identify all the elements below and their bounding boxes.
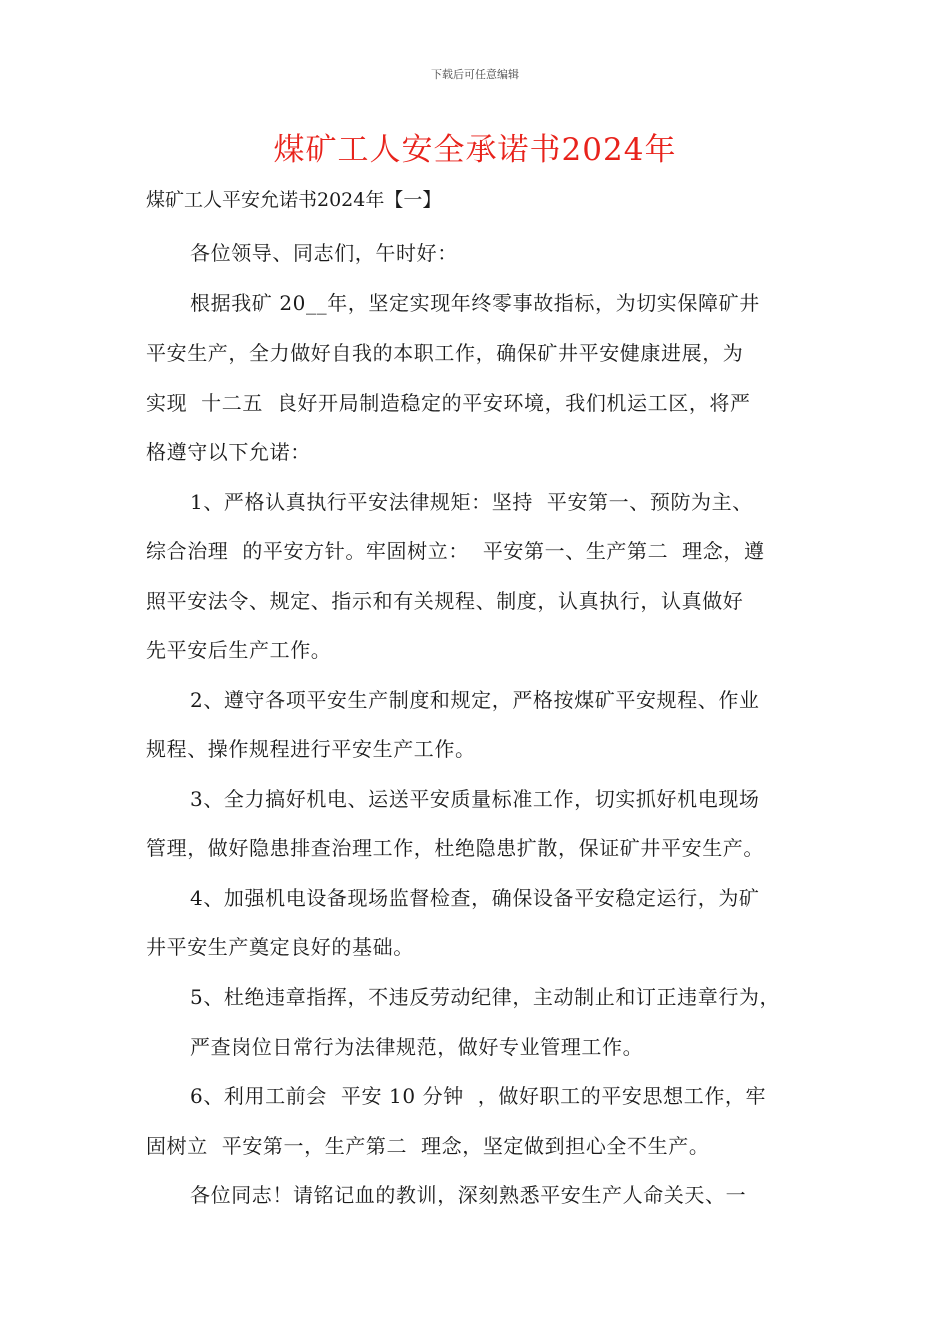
paragraph-line: 照平安法令、规定、指示和有关规程、制度，认真执行，认真做好 (146, 589, 744, 613)
paragraph-line: 1、严格认真执行平安法律规矩：坚持 平安第一、预防为主、 (190, 490, 753, 514)
paragraph-line: 管理，做好隐患排查治理工作，杜绝隐患扩散，保证矿井平安生产。 (146, 836, 764, 860)
paragraph-line: 6、利用工前会 平安 10 分钟 ，做好职工的平安思想工作，牢 (190, 1084, 767, 1108)
paragraph-line: 井平安生产奠定良好的基础。 (146, 935, 414, 959)
paragraph-line: 规程、操作规程进行平安生产工作。 (146, 737, 476, 761)
paragraph-line: 3、全力搞好机电、运送平安质量标准工作，切实抓好机电现场 (190, 787, 760, 811)
paragraph-line: 格遵守以下允诺： (146, 440, 311, 464)
paragraph-line: 严查岗位日常行为法律规范，做好专业管理工作。 (190, 1035, 644, 1059)
paragraph-line: 实现 十二五 良好开局制造稳定的平安环境，我们机运工区，将严 (146, 391, 751, 415)
paragraph-line: 各位领导、同志们，午时好： (190, 241, 458, 265)
document-title: 煤矿工人安全承诺书2024年 (273, 132, 677, 168)
paragraph-line: 2、遵守各项平安生产制度和规定，严格按煤矿平安规程、作业 (190, 688, 760, 712)
paragraph-line: 先平安后生产工作。 (146, 638, 332, 662)
paragraph-line: 4、加强机电设备现场监督检查，确保设备平安稳定运行，为矿 (190, 886, 760, 910)
paragraph-line: 平安生产，全力做好自我的本职工作，确保矿井平安健康进展，为 (146, 341, 744, 365)
document-subtitle: 煤矿工人平安允诺书2024年【一】 (146, 189, 442, 211)
paragraph-line: 综合治理 的平安方针。牢固树立： 平安第一、生产第二 理念，遵 (146, 539, 765, 563)
paragraph-line: 根据我矿 20__年，坚定实现年终零事故指标，为切实保障矿井 (190, 291, 760, 315)
paragraph-line: 固树立 平安第一，生产第二 理念，坚定做到担心全不生产。 (146, 1134, 710, 1158)
paragraph-line: 5、杜绝违章指挥，不违反劳动纪律，主动制止和订正违章行为， (190, 985, 781, 1009)
paragraph-line: 各位同志！请铭记血的教训，深刻熟悉平安生产人命关天、一 (190, 1183, 747, 1207)
header-note: 下载后可任意编辑 (431, 68, 519, 81)
